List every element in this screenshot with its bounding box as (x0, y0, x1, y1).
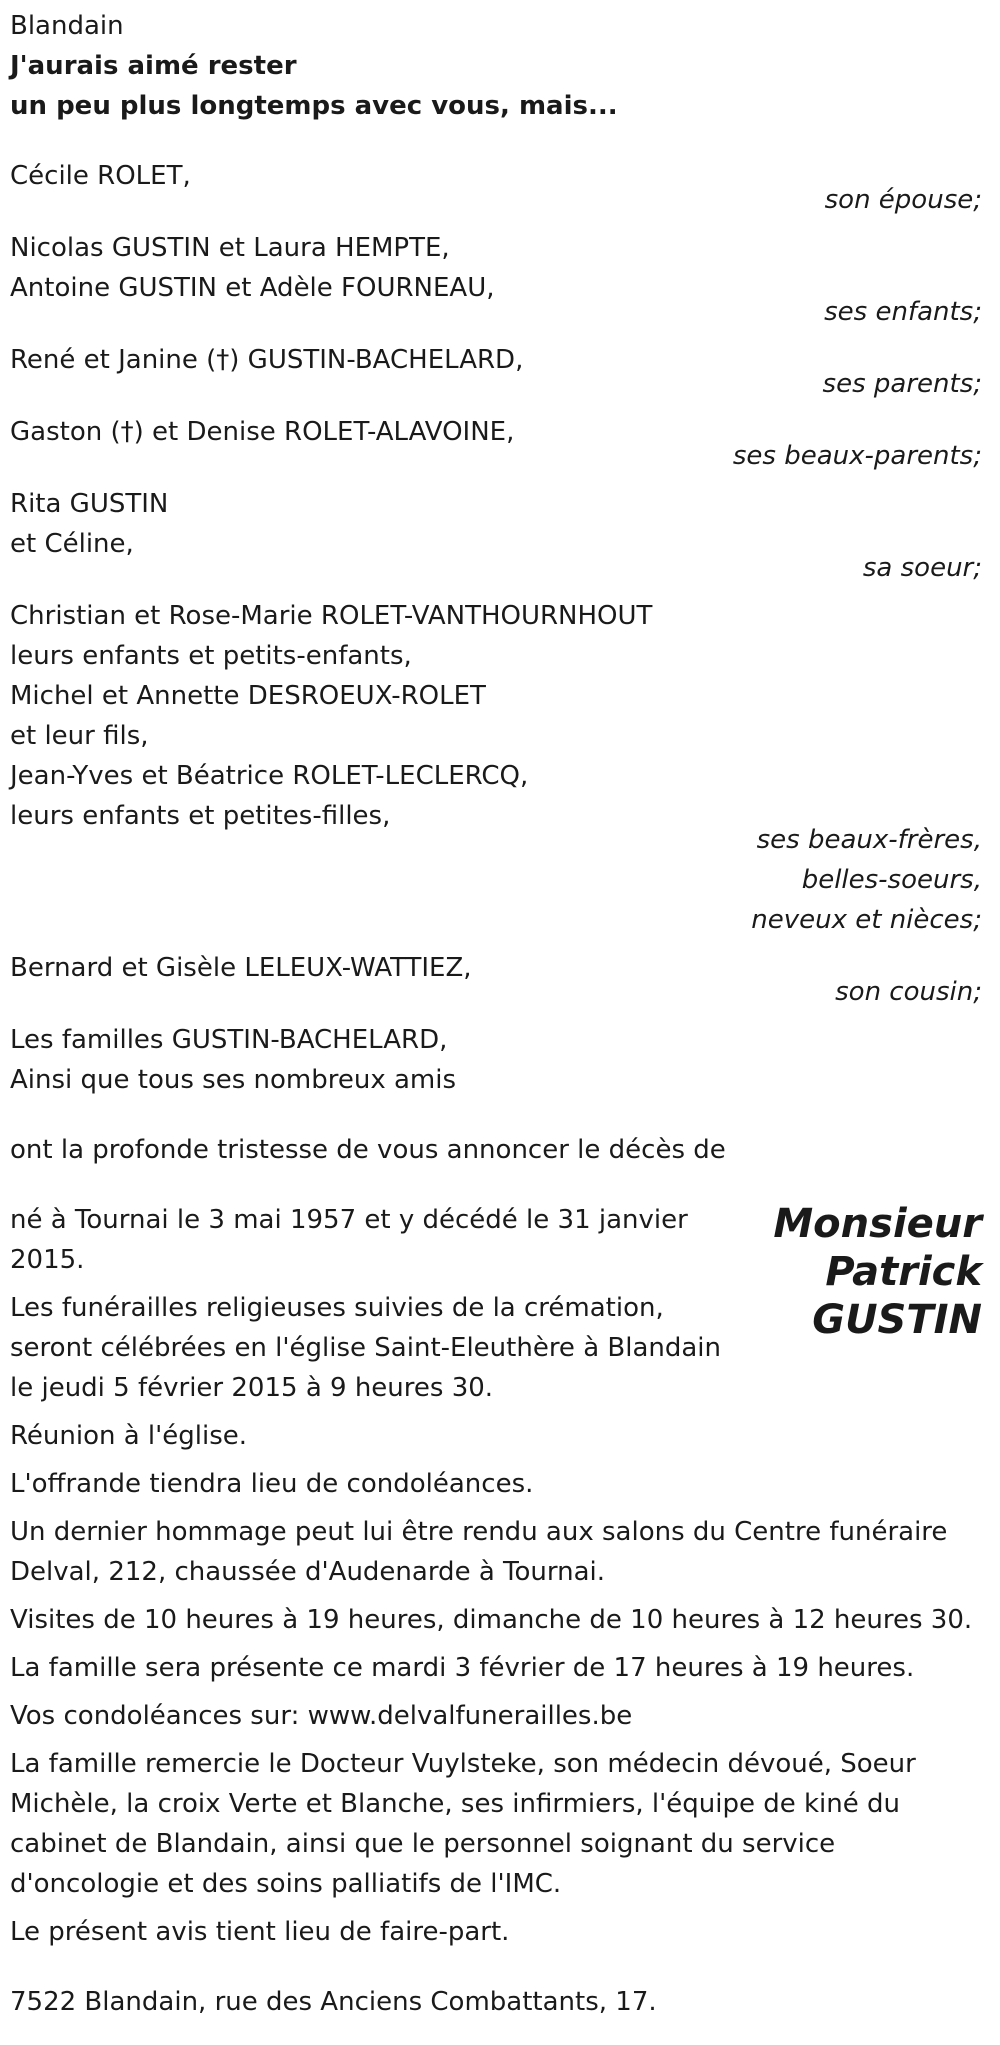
family-member-line: Gaston (†) et Denise ROLET-ALAVOINE, (10, 417, 515, 447)
family-group (10, 596, 990, 940)
family-role: son cousin; (835, 977, 982, 1007)
funeral-text: Les funérailles religieuses suivies de la crémation, seront célébrées en l'église Saint-Eleuthère à Blandain le jeudi 5 février 2015 à 9 heures 30. (10, 1293, 722, 1403)
family-member-line: Jean-Yves et Béatrice ROLET-LECLERCQ, (10, 761, 529, 791)
address-text: 7522 Blandain, rue des Anciens Combattants, 17. (10, 1987, 657, 2017)
family-member-line: leurs enfants et petits-enfants, (10, 641, 412, 671)
family-role: ses beaux-parents; (732, 441, 982, 471)
info-paragraph: La famille sera présente ce mardi 3 février de 17 heures à 19 heures. (10, 1653, 915, 1683)
info-paragraphs (10, 1416, 990, 1952)
closing-family-line: Les familles GUSTIN-BACHELARD, (10, 1025, 448, 1055)
family-member-line: Bernard et Gisèle LELEUX-WATTIEZ, (10, 953, 472, 983)
deceased-title: Monsieur (773, 1201, 982, 1247)
family-member-line: Cécile ROLET, (10, 161, 191, 191)
family-group (10, 340, 990, 404)
family-role: belles-soeurs, (801, 865, 982, 895)
family-group (10, 156, 990, 220)
family-group (10, 948, 990, 1012)
closing-family-line: Ainsi que tous ses nombreux amis (10, 1065, 456, 1095)
family-group (10, 412, 990, 476)
family-group (10, 228, 990, 332)
quote-line-1: J'aurais aimé rester (10, 51, 297, 81)
family-member-line: et Céline, (10, 529, 134, 559)
family-role: ses beaux-frères, (756, 825, 982, 855)
family-list (10, 156, 990, 1012)
family-role: sa soeur; (862, 553, 982, 583)
family-member-line: Rita GUSTIN (10, 489, 169, 519)
family-role: ses parents; (822, 369, 982, 399)
family-role: neveux et nièces; (751, 905, 982, 935)
info-paragraph: La famille remercie le Docteur Vuylsteke, son médecin dévoué, Soeur Michèle, la croix Verte et Blanche, ses infirmiers, l'équipe de kiné du cabinet de Blandain, ainsi que le personnel soignant du service d'oncologie et des soins palliatifs de l'IMC. (10, 1749, 916, 1899)
family-member-line: leurs enfants et petites-filles, (10, 801, 391, 831)
info-paragraph: Un dernier hommage peut lui être rendu aux salons du Centre funéraire Delval, 212, chaussée d'Audenarde à Tournai. (10, 1517, 948, 1587)
info-paragraph: Réunion à l'église. (10, 1421, 248, 1451)
family-member-line: Christian et Rose-Marie ROLET-VANTHOURNHOUT (10, 601, 653, 631)
family-member-line: René et Janine (†) GUSTIN-BACHELARD, (10, 345, 524, 375)
info-paragraph: Vos condoléances sur: www.delvalfunerailles.be (10, 1701, 633, 1731)
info-paragraph: Visites de 10 heures à 19 heures, dimanche de 10 heures à 12 heures 30. (10, 1605, 973, 1635)
family-role: son épouse; (824, 185, 982, 215)
place-heading: Blandain (10, 11, 124, 41)
quote-line-2: un peu plus longtemps avec vous, mais... (10, 91, 618, 121)
family-member-line: Antoine GUSTIN et Adèle FOURNEAU, (10, 273, 495, 303)
family-group (10, 484, 990, 588)
family-member-line: et leur fils, (10, 721, 149, 751)
deceased-first-name: Patrick (825, 1249, 982, 1295)
info-paragraph: Le présent avis tient lieu de faire-part. (10, 1917, 510, 1947)
family-member-line: Nicolas GUSTIN et Laura HEMPTE, (10, 233, 450, 263)
birth-death-text: né à Tournai le 3 mai 1957 et y décédé le 31 janvier 2015. (10, 1205, 688, 1275)
info-paragraph: L'offrande tiendra lieu de condoléances. (10, 1469, 534, 1499)
closing-family (10, 1020, 990, 1100)
deceased-last-name: GUSTIN (812, 1297, 982, 1343)
announcement-text: ont la profonde tristesse de vous annoncer le décès de (10, 1135, 726, 1165)
family-role: ses enfants; (824, 297, 982, 327)
family-member-line: Michel et Annette DESROEUX-ROLET (10, 681, 486, 711)
deceased-section (10, 1200, 990, 1408)
deceased-name (773, 1200, 982, 1344)
